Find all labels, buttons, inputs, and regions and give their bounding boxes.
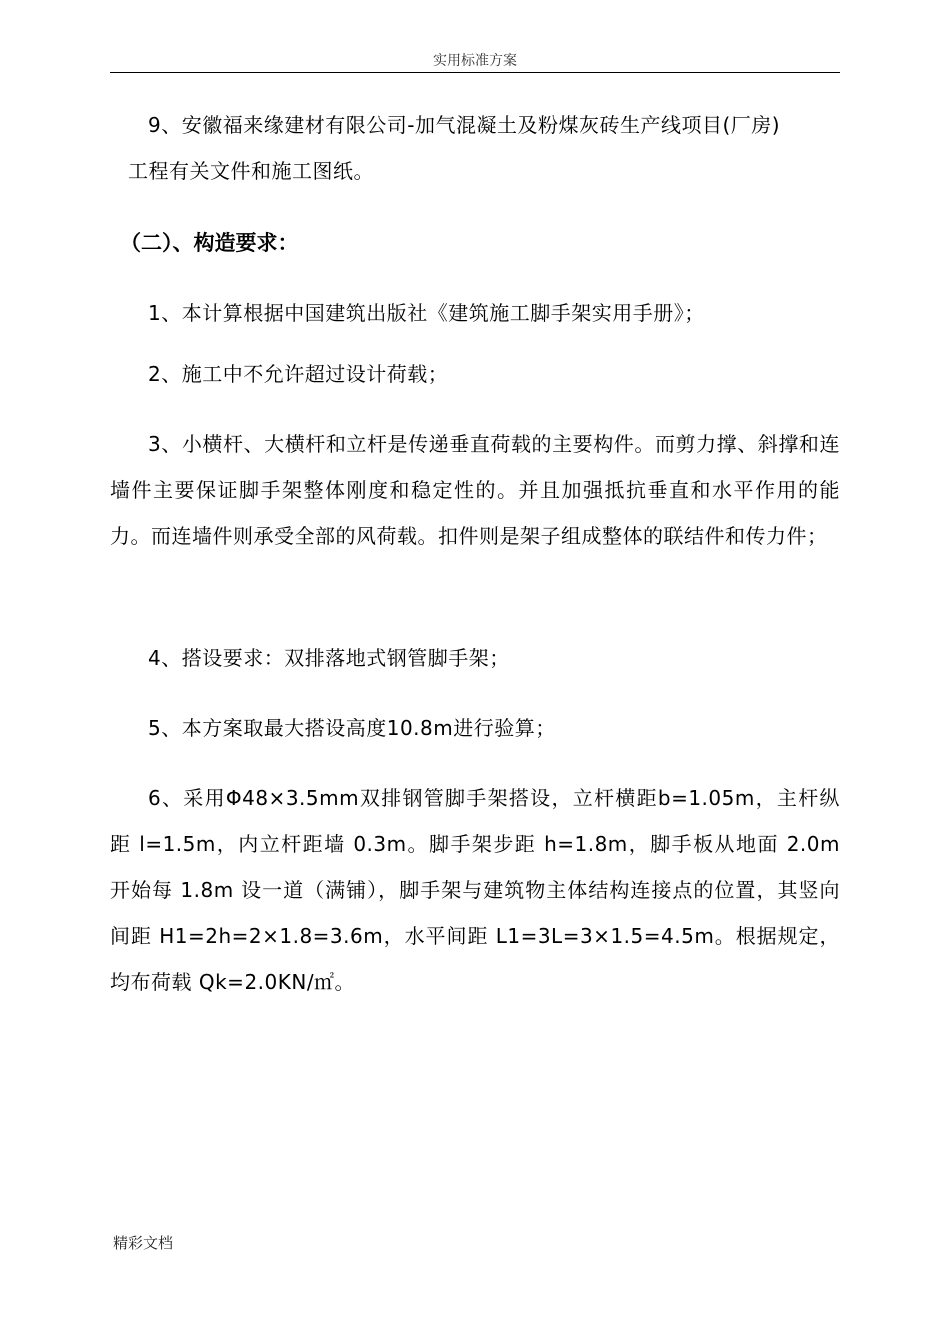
requirement-3: 3、小横杆、大横杆和立杆是传递垂直荷载的主要构件。而剪力撑、斜撑和连墙件主要保证脚手架整体刚度和稳定性的。并且加强抵抗垂直和水平作用的能力。而连墙件则承受全部的风荷载。扣件则是架子组成整体的联结件和传力件；: [110, 432, 840, 548]
header-divider: [110, 72, 840, 73]
section-heading: （二）、构造要求：: [120, 231, 299, 255]
requirement-1: 1、本计算根据中国建筑出版社《建筑施工脚手架实用手册》；: [148, 301, 705, 325]
requirement-5: 5、本方案取最大搭设高度10.8m进行验算；: [148, 716, 556, 740]
item-9-line-2: 工程有关文件和施工图纸。: [128, 159, 374, 183]
page-footer: 精彩文档: [113, 1234, 174, 1252]
item-9-line-1: 9、安徽福来缘建材有限公司-加气混凝土及粉煤灰砖生产线项目(厂房): [148, 113, 781, 137]
requirement-6: 6、采用Φ48×3.5mm双排钢管脚手架搭设，立杆横距b=1.05m，主杆纵距 l=1.5m，内立杆距墙 0.3m。脚手架步距 h=1.8m，脚手板从地面 2.0m 开始每 1.8m 设一道（满铺），脚手架与建筑物主体结构连接点的位置，其竖向间距 H1=2h=2×1.8=3.6m，水平间距 L1=3L=3×1.5=4.5m。根据规定，均布荷载 Qk=2.0KN/㎡。: [110, 786, 840, 994]
requirement-4: 4、搭设要求：双排落地式钢管脚手架；: [148, 646, 510, 670]
page-header: 实用标准方案: [433, 53, 517, 69]
requirement-2: 2、施工中不允许超过设计荷载；: [148, 362, 449, 386]
